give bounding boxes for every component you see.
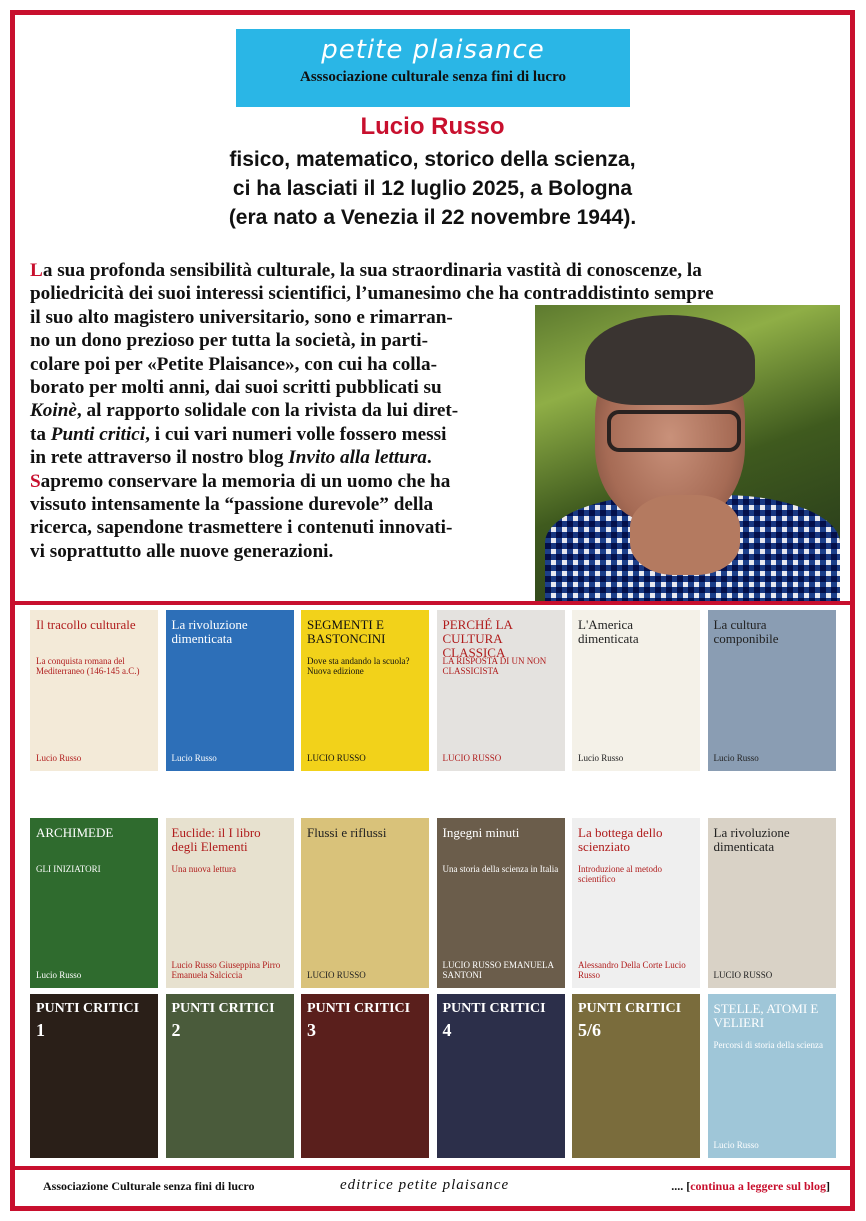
book-author: Lucio Russo Giuseppina Pirro Emanuela Salciccia — [171, 960, 281, 980]
book-subtitle: GLI INIZIATORI — [36, 864, 101, 874]
book-subtitle: 5/6 — [578, 1020, 602, 1040]
book-title: PUNTI CRITICI — [578, 1001, 682, 1016]
book-cover — [572, 818, 700, 988]
footer-publisher: editrice petite plaisance — [340, 1177, 510, 1193]
book-cover — [437, 610, 565, 771]
page-subtitle — [15, 145, 850, 232]
text-line: vissuto intensamente la “passione durevole” della — [30, 494, 434, 516]
book-cover — [437, 994, 565, 1158]
book-title: SEGMENTI E BASTONCINI — [307, 617, 386, 646]
book-cover — [301, 994, 429, 1158]
text-line: Koinè, al rapporto solidale con la rivista da lui diret- — [30, 400, 459, 422]
book-cover — [437, 818, 565, 988]
book-title: Ingegni minuti — [442, 825, 520, 840]
book-subtitle: 3 — [307, 1020, 316, 1040]
book-cover — [166, 610, 294, 771]
text-line: ricerca, sapendone trasmettere i contenuti innovati- — [30, 517, 453, 539]
book-title: Euclide: il I libro degli Elementi — [171, 825, 261, 854]
subtitle-line: (era nato a Venezia il 22 novembre 1944). — [228, 206, 637, 229]
text-line: colare poi per «Petite Plaisance», con cui ha colla- — [30, 353, 437, 375]
book-author: Lucio Russo — [36, 970, 82, 980]
footer-association: Associazione Culturale senza fini di lucro — [43, 1179, 255, 1193]
book-cover — [166, 818, 294, 988]
book-title: L'America dimenticata — [578, 617, 639, 646]
text-line: La sua profonda sensibilità culturale, la sua straordinaria vastità di conoscenze, la — [30, 260, 702, 281]
book-author: Lucio Russo — [713, 753, 759, 763]
book-author: LUCIO RUSSO — [307, 970, 366, 980]
page-frame — [10, 10, 855, 1211]
book-subtitle: Una nuova lettura — [171, 864, 236, 874]
footer-divider — [15, 1166, 850, 1170]
book-cover — [30, 610, 158, 771]
logo-banner — [236, 29, 630, 107]
book-subtitle: La conquista romana del Mediterraneo (146-145 a.C.) — [36, 656, 140, 676]
book-subtitle: Introduzione al metodo scientifico — [578, 864, 662, 884]
book-title: STELLE, ATOMI E VELIERI — [713, 1001, 819, 1030]
book-subtitle: Dove sta andando la scuola? Nuova edizione — [307, 656, 410, 676]
text-line: ta Punti critici, i cui vari numeri volle fossero messi — [30, 423, 447, 445]
text-line: borato per molti anni, dai suoi scritti pubblicati su — [30, 377, 442, 399]
book-cover — [572, 610, 700, 771]
book-cover — [708, 994, 836, 1158]
portrait-photo — [535, 305, 840, 601]
page-title: Lucio Russo — [360, 113, 505, 140]
book-subtitle: Una storia della scienza in Italia — [442, 864, 559, 874]
continue-reading-link[interactable]: continua a leggere sul blog — [690, 1179, 826, 1193]
footer-continue: .... [continua a leggere sul blog] — [671, 1179, 830, 1193]
book-title: PUNTI CRITICI — [171, 1001, 275, 1016]
book-cover — [572, 994, 700, 1158]
text-line: in rete attraverso il nostro blog Invito alla lettura. — [30, 447, 432, 469]
book-cover — [166, 994, 294, 1158]
text-line: no un dono prezioso per tutta la società, in parti- — [30, 330, 428, 352]
book-title: Il tracollo culturale — [36, 617, 136, 632]
book-author: LUCIO RUSSO — [307, 753, 366, 763]
logo-name: petite plaisance — [321, 35, 545, 65]
book-cover — [708, 610, 836, 771]
initial-letter: L — [30, 260, 43, 281]
book-title: La rivoluzione dimenticata — [171, 617, 248, 646]
subtitle-line: ci ha lasciati il 12 luglio 2025, a Bologna — [232, 177, 633, 200]
book-author: LUCIO RUSSO EMANUELA SANTONI — [442, 960, 554, 980]
book-title: La bottega dello scienziato — [578, 825, 663, 854]
section-divider — [15, 601, 850, 605]
book-author: LUCIO RUSSO — [713, 970, 773, 980]
subtitle-line: fisico, matematico, storico della scienza, — [229, 148, 636, 171]
book-title: PERCHÉ LA CULTURA CLASSICA — [442, 617, 513, 660]
text-line: vi soprattutto alle nuove generazioni. — [30, 540, 334, 562]
footer — [15, 1175, 850, 1199]
book-title: ARCHIMEDE — [36, 825, 114, 840]
punti-critici-title: Punti critici — [50, 423, 146, 445]
book-subtitle: LA RISPOSTA DI UN NON CLASSICISTA — [442, 656, 547, 676]
book-cover — [708, 818, 836, 988]
book-cover — [301, 610, 429, 771]
text-line: il suo alto magistero universitario, sono e rimarran- — [30, 306, 453, 328]
koine-title: Koinè — [30, 400, 77, 422]
book-author: Lucio Russo — [36, 753, 82, 763]
book-author: Lucio Russo — [578, 753, 624, 763]
book-cover — [30, 818, 158, 988]
book-subtitle: 1 — [36, 1020, 45, 1040]
initial-letter: S — [30, 470, 41, 492]
logo-subtitle: Asssociazione culturale senza fini di lucro — [300, 69, 566, 85]
book-title: La rivoluzione dimenticata — [713, 825, 790, 854]
invito-blog-title: Invito alla lettura — [288, 447, 427, 469]
book-subtitle: Percorsi di storia della scienza — [713, 1040, 823, 1050]
book-subtitle: 2 — [171, 1020, 181, 1040]
book-title: Flussi e riflussi — [307, 825, 387, 840]
book-title: La cultura componibile — [713, 617, 779, 646]
book-title: PUNTI CRITICI — [307, 1001, 411, 1016]
text-line: poliedricità dei suoi interessi scientifici, l’umanesimo che ha contraddistinto sempre — [30, 283, 714, 305]
book-subtitle: 4 — [442, 1020, 452, 1040]
book-title: PUNTI CRITICI — [36, 1001, 140, 1016]
book-author: Lucio Russo — [713, 1140, 759, 1150]
book-author: Lucio Russo — [171, 753, 217, 763]
book-cover — [30, 994, 158, 1158]
book-author: Alessandro Della Corte Lucio Russo — [578, 960, 686, 980]
book-author: LUCIO RUSSO — [442, 753, 502, 763]
book-cover — [301, 818, 429, 988]
book-title: PUNTI CRITICI — [442, 1001, 546, 1016]
text-line: Sapremo conservare la memoria di un uomo che ha — [30, 470, 451, 492]
